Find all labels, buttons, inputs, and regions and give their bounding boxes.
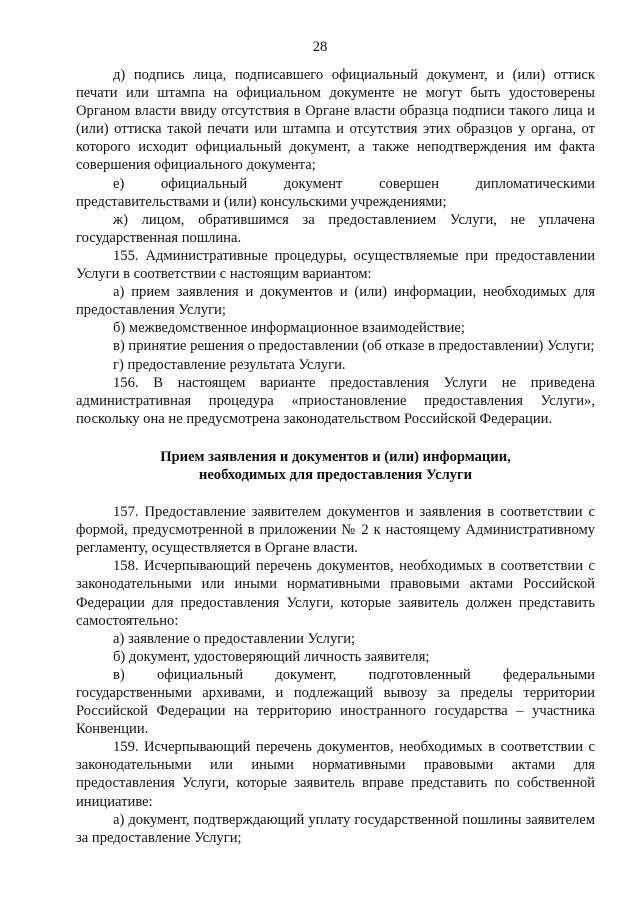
section-heading-line-1: Прием заявления и документов и (или) информации, bbox=[160, 448, 511, 465]
paragraph-d-signature: д) подпись лица, подписавшего официальный документ, и (или) оттиск печати или штампа на официальном документе не могут быть удостоверены Органом власти ввиду отсутствия в Органе власти образца подписи такого лица и (или) оттиска такой печати или штампа и отсутствия этих образцов у органа, от которого исходит официальный документ, а также неподтверждения им факта совершения официального документа; bbox=[76, 67, 595, 174]
paragraph-159: 159. Исчерпывающий перечень документов, необходимых в соответствии с законодательными или иными нормативными правовыми актами для предоставления Услуги, которые заявитель вправе представить по собственной инициативе: bbox=[76, 739, 595, 810]
paragraph-155-v: в) принятие решения о предоставлении (об отказе в предоставлении) Услуги; bbox=[113, 338, 595, 355]
paragraph-zh-fee: ж) лицом, обратившимся за предоставлением Услуги, не уплачена государственная пошлина. bbox=[76, 211, 595, 246]
paragraph-155-b: б) межведомственное информационное взаимодействие; bbox=[113, 320, 465, 337]
document-body bbox=[76, 66, 595, 847]
paragraph-155-a: а) прием заявления и документов и (или) информации, необходимых для предоставления Услуги; bbox=[76, 284, 595, 319]
paragraph-e-diplomatic: е) официальный документ совершен дипломатическими представительствами и (или) консульскими учреждениями; bbox=[76, 175, 595, 210]
paragraph-158: 158. Исчерпывающий перечень документов, необходимых в соответствии с законодательными или иными нормативными правовыми актами Российской Федерации для предоставления Услуги, которые заявитель должен представить самостоятельно: bbox=[76, 558, 595, 629]
paragraph-158-b: б) документ, удостоверяющий личность заявителя; bbox=[113, 648, 430, 665]
paragraph-155-g: г) предоставление результата Услуги. bbox=[113, 356, 346, 373]
paragraph-158-a: а) заявление о предоставлении Услуги; bbox=[113, 630, 356, 647]
page-number: 28 bbox=[312, 39, 328, 55]
paragraph-158-v: в) официальный документ, подготовленный федеральными государственными архивами, и подлежащий вывозу за пределы территории Российской Федерации на территорию иностранного государства – участника Конвенции. bbox=[76, 666, 595, 738]
paragraph-155: 155. Административные процедуры, осуществляемые при предоставлении Услуги в соответствии с настоящим вариантом: bbox=[76, 247, 595, 283]
paragraph-159-a: а) документ, подтверждающий уплату государственной пошлины заявителем за предоставление Услуги; bbox=[76, 811, 595, 846]
paragraph-157: 157. Предоставление заявителем документов и заявления в соответствии с формой, предусмотренной в приложении № 2 к настоящему Административному регламенту, осуществляется в Органе власти. bbox=[76, 504, 595, 557]
paragraph-156: 156. В настоящем варианте предоставления Услуги не приведена административная процедура «приостановление предоставления Услуги», поскольку она не предусмотрена законодательством Российской Федерации. bbox=[76, 374, 595, 427]
section-heading-line-2: необходимых для предоставления Услуги bbox=[198, 466, 473, 483]
section-heading bbox=[76, 448, 595, 484]
